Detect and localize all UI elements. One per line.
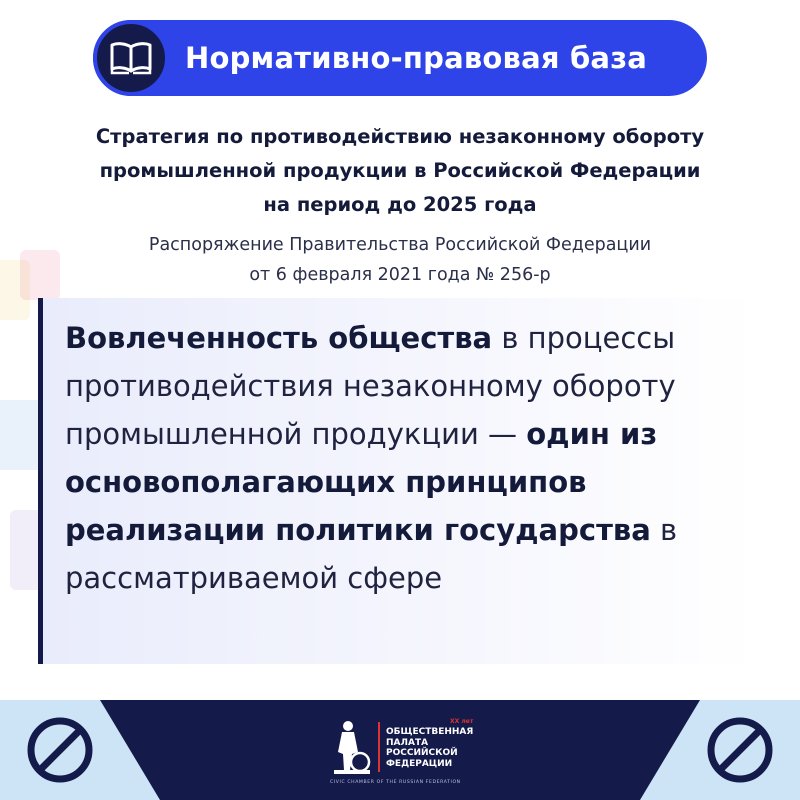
open-book-icon xyxy=(93,20,169,96)
page-title: Нормативно-правовая база xyxy=(185,41,648,75)
logo-line: РОССИЙСКОЙ xyxy=(386,748,458,758)
document-title-line: промышленной продукции в Российской Федерации xyxy=(99,159,701,182)
logo-badge: XX лет xyxy=(450,718,474,725)
document-title-line: Стратегия по противодействию незаконному обороту xyxy=(95,125,705,148)
document-title-line: на период до 2025 года xyxy=(263,193,537,216)
quote-text-1: в процессы противодействия незаконному обороту промышленной продукции — xyxy=(65,321,676,451)
civic-chamber-logo xyxy=(330,718,480,790)
document-subtitle-line: от 6 февраля 2021 года № 256-р xyxy=(249,265,551,285)
document-title xyxy=(20,120,780,222)
prohibited-icon xyxy=(22,712,98,788)
logo-caption: CIVIC CHAMBER OF THE RUSSIAN FEDERATION xyxy=(330,780,461,785)
prohibited-icon xyxy=(702,712,778,788)
quote-text xyxy=(65,314,755,602)
quote-bold-2: один из основополагающих принципов реализации политики государства xyxy=(65,417,658,547)
monument-emblem-icon xyxy=(330,718,374,776)
quote-box xyxy=(38,298,758,664)
quote-text-2: в рассматриваемой сфере xyxy=(65,513,678,595)
quote-bold-1: Вовлеченность общества xyxy=(65,321,493,355)
logo-line: ФЕДЕРАЦИИ xyxy=(386,758,453,769)
logo-line: ОБЩЕСТВЕННАЯ xyxy=(386,727,474,737)
header-banner xyxy=(93,20,707,96)
logo-line: ПАЛАТА xyxy=(386,737,429,748)
logo-divider xyxy=(378,722,380,772)
document-subtitle-line: Распоряжение Правительства Российской Федерации xyxy=(148,235,652,255)
document-subtitle xyxy=(20,230,780,290)
